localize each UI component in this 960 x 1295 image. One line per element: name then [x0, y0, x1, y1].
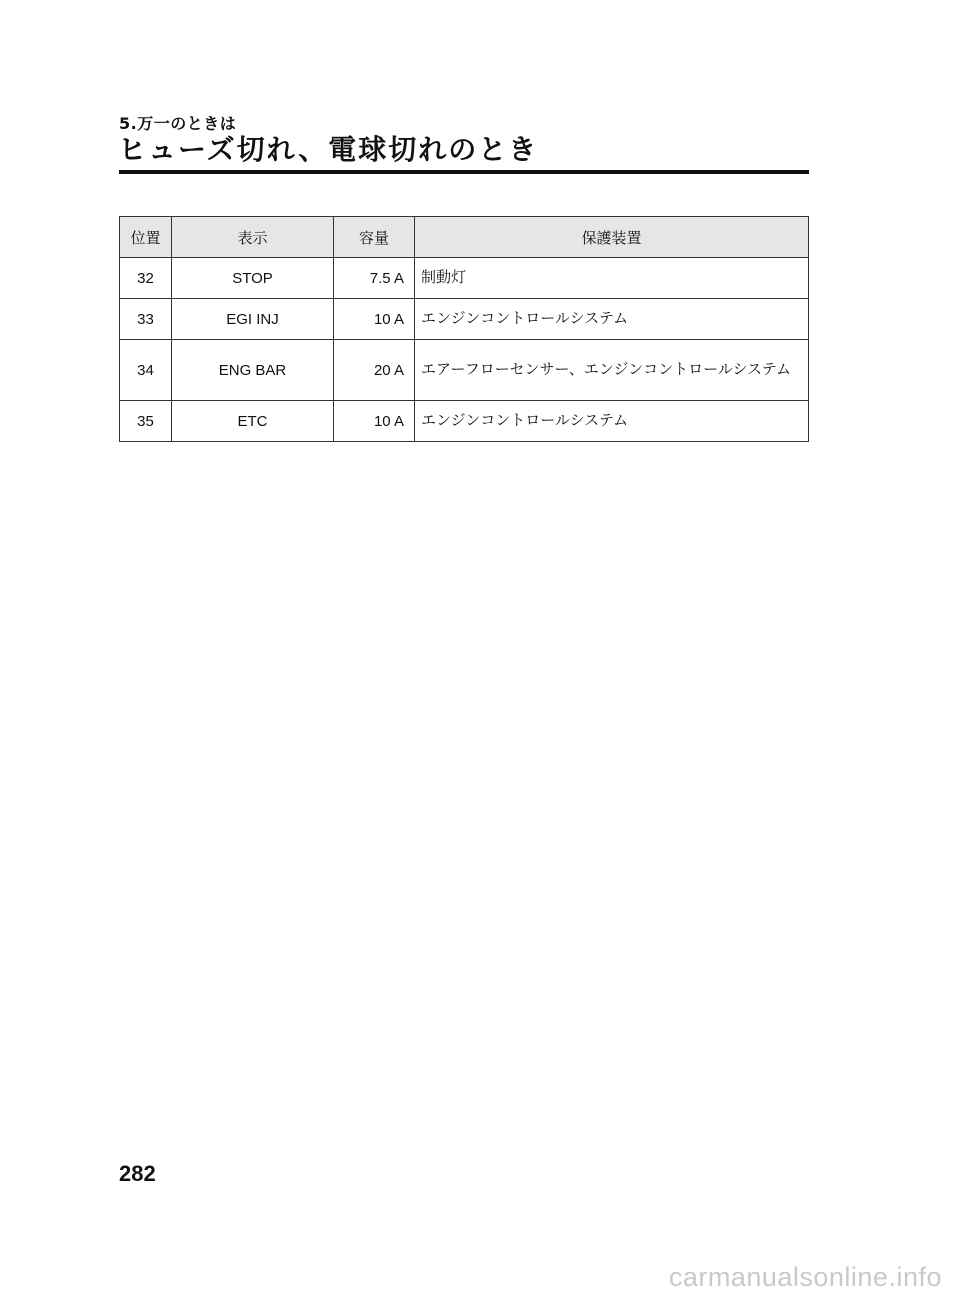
cell-position: 32 [120, 258, 172, 299]
cell-position: 35 [120, 401, 172, 442]
cell-label: ENG BAR [172, 340, 334, 401]
section-label: 5.万一のときは [119, 114, 237, 133]
cell-device: エンジンコントロールシステム [415, 299, 809, 340]
column-header-position: 位置 [120, 217, 172, 258]
column-header-label: 表示 [172, 217, 334, 258]
cell-device: エンジンコントロールシステム [415, 401, 809, 442]
cell-label: STOP [172, 258, 334, 299]
cell-label: ETC [172, 401, 334, 442]
page-number: 282 [119, 1161, 156, 1186]
table-row [120, 401, 809, 442]
title-divider [119, 170, 809, 174]
cell-label: EGI INJ [172, 299, 334, 340]
cell-position: 33 [120, 299, 172, 340]
table-row [120, 258, 809, 299]
table-row [120, 299, 809, 340]
watermark: carmanualsonline.info [668, 1262, 942, 1292]
table-header-row [120, 217, 809, 258]
column-header-device: 保護装置 [415, 217, 809, 258]
cell-capacity: 7.5 A [334, 258, 415, 299]
fuse-table [119, 216, 809, 442]
cell-device: エアーフローセンサー、エンジンコントロールシステム [415, 340, 809, 401]
cell-position: 34 [120, 340, 172, 401]
cell-device: 制動灯 [415, 258, 809, 299]
cell-capacity: 10 A [334, 299, 415, 340]
column-header-capacity: 容量 [334, 217, 415, 258]
page-title: ヒューズ切れ、電球切れのとき [118, 133, 539, 166]
table-row [120, 340, 809, 401]
cell-capacity: 20 A [334, 340, 415, 401]
cell-capacity: 10 A [334, 401, 415, 442]
